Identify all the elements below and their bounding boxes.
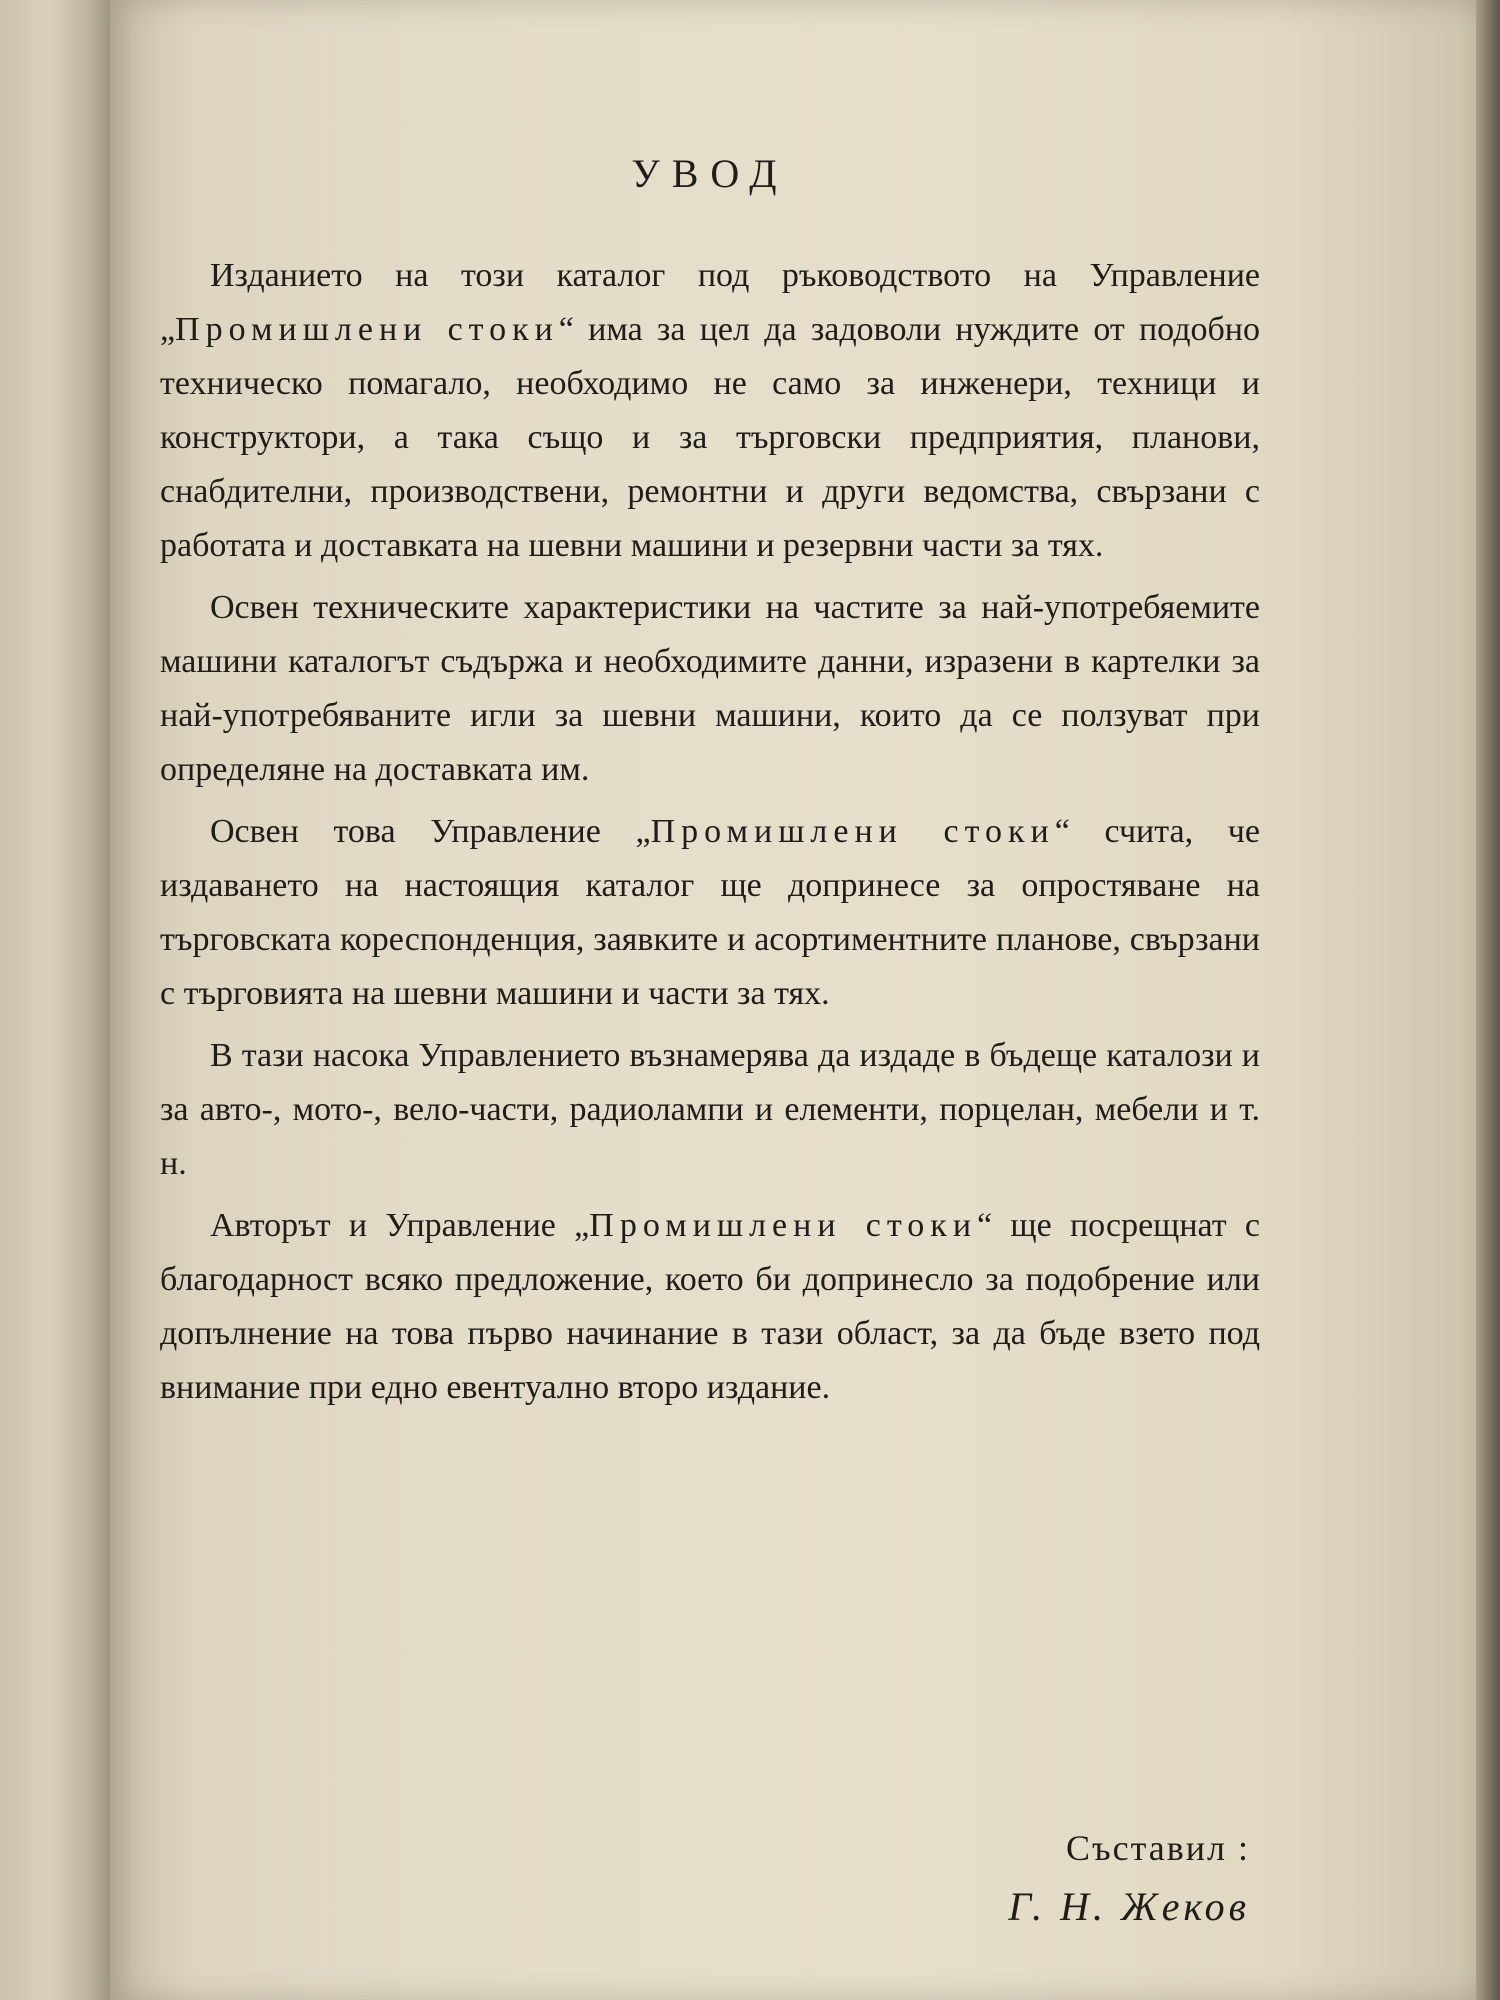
paragraph-1-org-name: Промишлени стоки bbox=[175, 311, 559, 348]
paragraph-3-org-name: Промишлени стоки bbox=[650, 813, 1055, 850]
signature-block bbox=[1008, 1820, 1250, 1938]
paragraph-5-org-name: Промишлени стоки bbox=[589, 1207, 978, 1244]
paragraph-1-text-a: Изданието на този каталог под ръководството на Управление „ bbox=[160, 257, 1260, 348]
paragraph-1-text-b: “ има за цел да задоволи нуждите от подобно техническо помагало, необходимо не само за инженери, техници и конструктори, а така също и за търговски предприятия, планови, снабдителни, производствени, ремонтни и други ведомства, свързани с работата и доставката на шевни машини и резервни части за тях. bbox=[160, 311, 1260, 564]
paragraph-3-text-b: “ счита, че издаването на настоящия каталог ще допринесе за опростяване на търговската кореспонденция, заявките и асортиментните планове, свързани с търговията на шевни машини и части за тях. bbox=[160, 813, 1260, 1012]
page-content bbox=[160, 150, 1260, 1423]
paragraph-3-text-a: Освен това Управление „ bbox=[210, 813, 651, 850]
paragraph-5-text-a: Авторът и Управление „ bbox=[210, 1207, 590, 1244]
paragraph-2: Освен техническите характеристики на частите за най-употребяемите машини каталогът съдържа и необходимите данни, изразени в картелки за най-употребяваните игли за шевни машини, които да се ползуват при определяне на доставката им. bbox=[160, 589, 1260, 788]
paragraph-3 bbox=[160, 805, 1260, 1021]
paragraph-5 bbox=[160, 1199, 1260, 1415]
paragraph-5-text-b: “ ще посрещнат с благодарност всяко предложение, което би допринесло за подобрение или допълнение на това първо начинание в тази област, за да бъде взето под внимание при едно евентуално второ издание. bbox=[160, 1207, 1260, 1406]
paragraph-4: В тази насока Управлението възнамерява да издаде в бъдеще каталози и за авто-, мото-, вело-части, радиолампи и елементи, порцелан, мебели и т. н. bbox=[160, 1037, 1260, 1182]
paragraph-1 bbox=[160, 249, 1260, 573]
page-edge-shadow bbox=[1476, 0, 1500, 2000]
book-spine bbox=[0, 0, 120, 2000]
signature-name: Г. Н. Жеков bbox=[1008, 1884, 1250, 1929]
page-title: УВОД bbox=[631, 151, 789, 196]
signature-label: Съставил : bbox=[1066, 1828, 1250, 1868]
